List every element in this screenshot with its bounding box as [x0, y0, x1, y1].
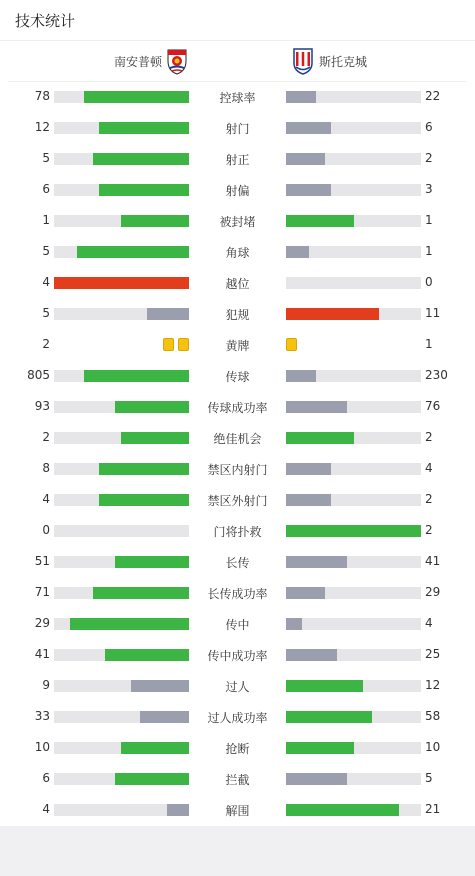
away-stat-bar [286, 680, 421, 692]
home-stat-value: 12 [34, 120, 50, 134]
home-stat-value: 5 [42, 244, 50, 258]
home-stat-bar-fill [115, 401, 189, 413]
home-stat-value: 8 [42, 461, 50, 475]
stat-label: 射偏 [225, 184, 250, 198]
stat-label: 过人成功率 [207, 711, 268, 725]
away-stat-value: 6 [425, 120, 433, 134]
away-stat-bar-fill [286, 680, 363, 692]
away-stat-bar-fill [286, 370, 316, 382]
away-stat-bar-fill [286, 91, 316, 103]
away-stat-value: 76 [425, 399, 441, 413]
stat-row [0, 210, 475, 232]
away-yellow-card-icon [286, 338, 297, 351]
home-stat-bar-fill [167, 804, 189, 816]
away-stat-value: 22 [425, 89, 441, 103]
stat-label: 禁区内射门 [207, 463, 268, 477]
stat-row [0, 241, 475, 263]
away-stat-bar [286, 773, 421, 785]
away-stat-bar-fill [286, 618, 302, 630]
away-stat-bar [286, 401, 421, 413]
home-yellow-card-icon [163, 338, 174, 351]
page-title: 技术统计 [15, 12, 76, 30]
home-stat-bar [54, 680, 189, 692]
stat-row [0, 737, 475, 759]
home-stat-bar [54, 401, 189, 413]
away-stat-bar-fill [286, 804, 399, 816]
home-stat-bar [54, 308, 189, 320]
home-stat-value: 29 [34, 616, 50, 630]
away-stat-value: 2 [425, 151, 433, 165]
home-yellow-card-icon [178, 338, 189, 351]
away-stat-value: 2 [425, 430, 433, 444]
away-stat-bar [286, 804, 421, 816]
home-stat-bar-fill [121, 742, 189, 754]
stat-label: 传球成功率 [207, 401, 268, 415]
home-stat-bar [54, 773, 189, 785]
home-stat-bar [54, 277, 189, 289]
home-stat-value: 41 [34, 647, 50, 661]
divider [8, 81, 466, 82]
away-stat-value: 230 [425, 368, 448, 382]
away-stat-bar [286, 91, 421, 103]
stat-row [0, 520, 475, 542]
home-stat-value: 93 [34, 399, 50, 413]
home-stat-bar [54, 215, 189, 227]
stat-label: 被封堵 [219, 215, 256, 229]
stat-label: 角球 [225, 246, 250, 260]
home-stat-value: 6 [42, 771, 50, 785]
home-stat-bar [54, 91, 189, 103]
home-stat-value: 5 [42, 151, 50, 165]
home-stat-bar [54, 494, 189, 506]
away-stat-bar-fill [286, 649, 337, 661]
stat-row [0, 551, 475, 573]
away-stat-bar-fill [286, 432, 354, 444]
stat-label: 传球 [225, 370, 250, 384]
away-stat-bar-fill [286, 525, 421, 537]
stat-row [0, 706, 475, 728]
stat-row [0, 799, 475, 821]
home-stat-value: 2 [42, 337, 50, 351]
away-stat-bar [286, 649, 421, 661]
home-stat-bar-fill [84, 91, 189, 103]
divider [0, 40, 475, 41]
home-stat-bar-fill [93, 587, 189, 599]
away-stat-value: 5 [425, 771, 433, 785]
home-stat-bar-fill [93, 153, 189, 165]
home-stat-bar [54, 122, 189, 134]
stat-label: 拦截 [225, 773, 250, 787]
home-stat-value: 33 [34, 709, 50, 723]
home-stat-value: 4 [42, 802, 50, 816]
away-stat-bar-fill [286, 215, 354, 227]
home-stat-bar-fill [99, 122, 189, 134]
away-team-name: 斯托克城 [319, 55, 368, 69]
stat-row [0, 675, 475, 697]
stat-label: 禁区外射门 [207, 494, 268, 508]
stat-row [0, 365, 475, 387]
stat-label: 射正 [225, 153, 250, 167]
away-stat-value: 41 [425, 554, 441, 568]
home-stat-value: 5 [42, 306, 50, 320]
home-stat-bar [54, 618, 189, 630]
away-stat-bar [286, 308, 421, 320]
away-stat-value: 21 [425, 802, 441, 816]
home-stat-bar-fill [77, 246, 189, 258]
stat-label: 解围 [225, 804, 250, 818]
teams-header [0, 46, 475, 76]
home-stat-value: 78 [34, 89, 50, 103]
away-stat-bar [286, 215, 421, 227]
away-stat-bar [286, 370, 421, 382]
away-stat-bar [286, 618, 421, 630]
home-stat-bar [54, 246, 189, 258]
home-stat-value: 0 [42, 523, 50, 537]
away-stat-bar-fill [286, 742, 354, 754]
stat-row [0, 489, 475, 511]
away-stat-bar [286, 246, 421, 258]
stat-label: 传中 [225, 618, 250, 632]
away-stat-bar [286, 556, 421, 568]
home-stat-bar [54, 463, 189, 475]
stat-label: 犯规 [225, 308, 250, 322]
away-stat-bar [286, 184, 421, 196]
home-stat-bar-fill [121, 215, 189, 227]
stat-row [0, 458, 475, 480]
home-stat-bar [54, 153, 189, 165]
stat-label: 长传 [225, 556, 250, 570]
stat-label: 越位 [225, 277, 250, 291]
away-stat-bar [286, 463, 421, 475]
away-stat-value: 2 [425, 523, 433, 537]
stat-label: 控球率 [219, 91, 256, 105]
away-stat-bar-fill [286, 184, 331, 196]
stat-row [0, 86, 475, 108]
home-stat-value: 51 [34, 554, 50, 568]
away-stat-value: 4 [425, 461, 433, 475]
away-stat-value: 1 [425, 213, 433, 227]
away-stat-value: 1 [425, 337, 433, 351]
home-stat-value: 6 [42, 182, 50, 196]
stat-row [0, 582, 475, 604]
home-stat-bar [54, 556, 189, 568]
home-stat-bar [54, 587, 189, 599]
stat-row [0, 148, 475, 170]
away-stat-bar-fill [286, 773, 347, 785]
home-stat-value: 9 [42, 678, 50, 692]
away-stat-bar-fill [286, 153, 325, 165]
away-stat-value: 2 [425, 492, 433, 506]
away-stat-bar-fill [286, 556, 347, 568]
away-team-crest-icon [292, 47, 314, 75]
home-team-crest-icon [166, 47, 188, 75]
home-stat-bar-fill [70, 618, 189, 630]
home-stat-bar [54, 525, 189, 537]
away-stat-bar [286, 587, 421, 599]
stat-row [0, 334, 475, 356]
stat-label: 过人 [225, 680, 250, 694]
stat-row [0, 179, 475, 201]
away-stat-bar-fill [286, 401, 347, 413]
away-stat-value: 4 [425, 616, 433, 630]
stat-row [0, 117, 475, 139]
home-stat-value: 4 [42, 492, 50, 506]
home-stat-value: 2 [42, 430, 50, 444]
home-stat-bar-fill [115, 773, 189, 785]
away-stat-value: 1 [425, 244, 433, 258]
away-stat-value: 58 [425, 709, 441, 723]
home-stat-bar [54, 649, 189, 661]
home-stat-bar-fill [99, 494, 189, 506]
away-stat-bar [286, 122, 421, 134]
home-stat-bar [54, 184, 189, 196]
away-stat-value: 12 [425, 678, 441, 692]
home-stat-value: 1 [42, 213, 50, 227]
home-stat-bar-fill [99, 184, 189, 196]
away-stat-bar-fill [286, 711, 372, 723]
home-stat-value: 4 [42, 275, 50, 289]
home-stat-bar-fill [131, 680, 189, 692]
home-stat-bar [54, 370, 189, 382]
stat-label: 门将扑救 [213, 525, 262, 539]
stat-row [0, 272, 475, 294]
away-stat-bar [286, 525, 421, 537]
home-stat-bar [54, 432, 189, 444]
away-stat-bar-fill [286, 246, 309, 258]
away-stat-bar [286, 742, 421, 754]
home-stat-bar [54, 804, 189, 816]
away-stat-value: 25 [425, 647, 441, 661]
away-stat-bar-fill [286, 494, 331, 506]
home-stat-bar-fill [140, 711, 189, 723]
stat-row [0, 396, 475, 418]
home-stat-value: 71 [34, 585, 50, 599]
away-stat-bar-fill [286, 122, 331, 134]
away-stat-bar-fill [286, 587, 325, 599]
home-stat-value: 10 [34, 740, 50, 754]
home-stat-bar-fill [84, 370, 189, 382]
stat-row [0, 768, 475, 790]
away-stat-value: 11 [425, 306, 441, 320]
home-team-name: 南安普顿 [113, 55, 162, 69]
stat-row [0, 613, 475, 635]
home-stat-bar [54, 742, 189, 754]
stat-row [0, 303, 475, 325]
away-stat-value: 3 [425, 182, 433, 196]
home-stat-bar-fill [147, 308, 189, 320]
away-stat-value: 29 [425, 585, 441, 599]
home-stat-bar-fill [121, 432, 189, 444]
away-stat-value: 0 [425, 275, 433, 289]
away-stat-bar [286, 494, 421, 506]
stat-row [0, 427, 475, 449]
stat-row [0, 644, 475, 666]
stat-label: 长传成功率 [207, 587, 268, 601]
away-stat-bar [286, 711, 421, 723]
home-stat-value: 805 [27, 368, 50, 382]
home-stat-bar-fill [54, 277, 189, 289]
home-stat-bar-fill [115, 556, 189, 568]
home-stat-bar-fill [105, 649, 189, 661]
away-stat-bar [286, 432, 421, 444]
away-stat-bar [286, 277, 421, 289]
home-stat-bar-fill [99, 463, 189, 475]
stat-label: 绝佳机会 [213, 432, 262, 446]
stat-label: 黄牌 [225, 339, 250, 353]
away-stat-bar-fill [286, 463, 331, 475]
stat-label: 传中成功率 [207, 649, 268, 663]
away-stat-value: 10 [425, 740, 441, 754]
away-stat-bar-fill [286, 308, 379, 320]
home-stat-bar [54, 711, 189, 723]
stat-label: 射门 [225, 122, 250, 136]
away-stat-bar [286, 153, 421, 165]
stat-label: 抢断 [225, 742, 250, 756]
